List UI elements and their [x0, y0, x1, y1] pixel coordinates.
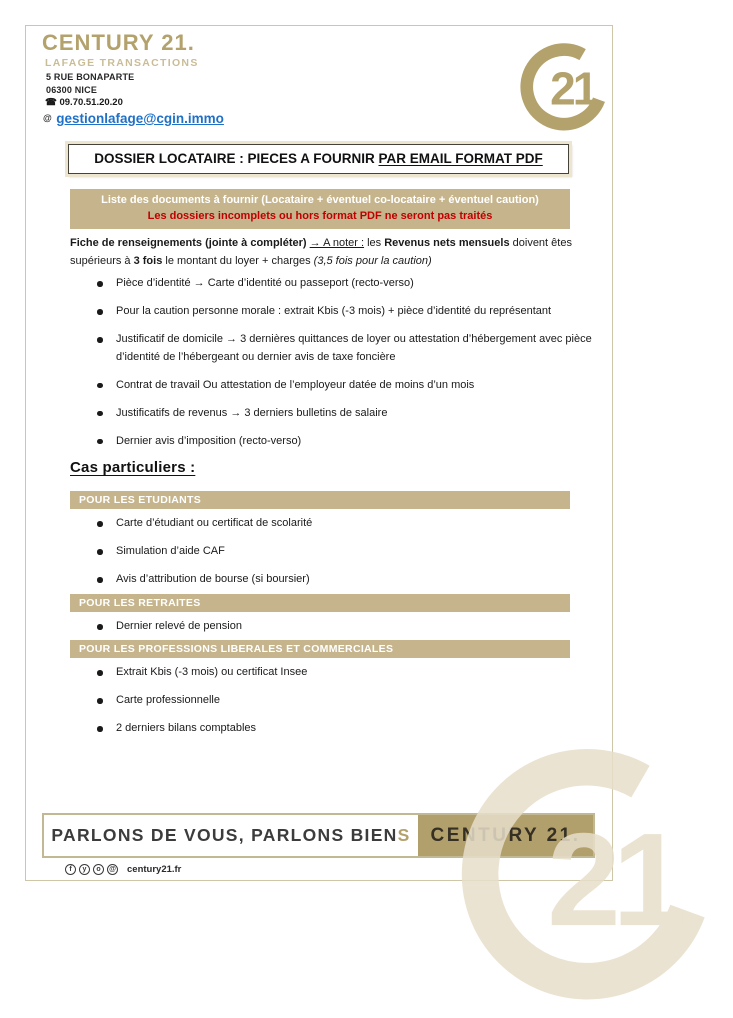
list-item	[70, 571, 595, 589]
section-banner-etudiants: POUR LES ETUDIANTS	[70, 491, 570, 509]
watermark-seal-number: 21	[547, 806, 678, 955]
intro-segment: Fiche de renseignements (jointe à compléter)	[70, 237, 310, 249]
bullet-icon	[97, 521, 103, 527]
page-border	[25, 25, 678, 955]
intro-paragraph	[70, 234, 580, 270]
list-item	[70, 377, 595, 395]
century21-wordmark: CENTURY 21.	[42, 30, 195, 55]
bullet-icon	[97, 726, 103, 732]
section-banner-retraites: POUR LES RETRAITES	[70, 594, 570, 612]
intro-segment: les	[364, 237, 385, 249]
list-item-text: Justificatifs de revenus → 3 derniers bulletins de salaire	[116, 406, 388, 419]
phone-icon: ☎	[45, 97, 57, 108]
bullet-icon	[97, 281, 103, 287]
intro-segment: doivent êtes supérieurs à	[70, 237, 572, 267]
list-item	[70, 405, 595, 423]
list-item-text: Pour la caution personne morale : extrait Kbis (-3 mois) + pièce d’identité du représentant	[116, 305, 552, 317]
bullet-icon	[97, 383, 103, 389]
bullet-icon	[97, 698, 103, 704]
intro-segment: → A noter :	[309, 237, 365, 249]
social-row	[65, 864, 181, 875]
list-item-text: Pièce d’identité → Carte d’identité ou passeport (recto-verso)	[116, 277, 414, 289]
website-link[interactable]: century21.fr	[127, 864, 182, 875]
footer-brand-block: CENTURY 21.	[418, 815, 593, 856]
bullet-icon	[97, 670, 103, 676]
intro-segment: le montant du loyer + charges	[162, 255, 314, 267]
notice-line-1: Liste des documents à fournir (Locataire + éventuel co-locataire + éventuel caution)	[101, 194, 539, 206]
professions-list	[70, 664, 595, 748]
bullet-icon	[97, 549, 103, 555]
bullet-icon	[97, 577, 103, 583]
bullet-icon	[97, 337, 103, 343]
special-cases-heading: Cas particuliers :	[70, 459, 196, 476]
bullet-icon	[97, 411, 103, 417]
list-item-text: Contrat de travail Ou attestation de l’employeur datée de moins d’un mois	[116, 378, 475, 391]
address-line-1: 5 RUE BONAPARTE	[46, 72, 135, 82]
footer-slogan	[44, 815, 418, 856]
bullet-icon	[97, 439, 103, 445]
title-underlined-text: PAR EMAIL FORMAT PDF	[378, 151, 543, 166]
at-social-icon[interactable]: @	[107, 864, 118, 875]
intro-segment: (3,5 fois pour la caution)	[313, 255, 432, 267]
section-banner-professions: POUR LES PROFESSIONS LIBERALES ET COMMERCIALES	[70, 640, 570, 658]
document-title	[68, 144, 569, 174]
students-list	[70, 515, 595, 599]
list-item-text: Dernier avis d’imposition (recto-verso)	[116, 434, 302, 447]
list-item	[70, 692, 595, 710]
list-item-text: Carte d’étudiant ou certificat de scolarité	[116, 517, 313, 529]
slogan-text: PARLONS DE VOUS, PARLONS BIEN	[51, 825, 398, 845]
slogan-accent-letter: S	[397, 825, 411, 845]
email-link[interactable]: gestionlafage@cgin.immo	[56, 111, 224, 126]
title-text: DOSSIER LOCATAIRE : PIECES A FOURNIR	[94, 151, 379, 166]
list-item-text: Simulation d’aide CAF	[116, 545, 225, 557]
bullet-icon	[97, 309, 103, 315]
facebook-icon[interactable]: f	[65, 864, 76, 875]
documents-list	[70, 275, 595, 461]
address-line-2: 06300 NICE	[46, 85, 98, 95]
list-item	[70, 720, 595, 738]
list-item	[70, 664, 595, 682]
list-item-text: Dernier relevé de pension	[116, 620, 242, 632]
list-item-text: Carte professionnelle	[116, 694, 220, 706]
list-item	[70, 433, 595, 451]
list-item	[70, 543, 595, 561]
century21-seal-logo	[515, 31, 613, 137]
email-line	[43, 110, 224, 128]
twitter-icon[interactable]: y	[79, 864, 90, 875]
bullet-icon	[97, 624, 103, 630]
footer-banner	[42, 813, 595, 858]
list-item	[70, 275, 595, 293]
notice-line-2: Les dossiers incomplets ou hors format PDF ne seront pas traités	[147, 209, 493, 222]
notice-banner	[70, 189, 570, 229]
phone-line	[45, 97, 123, 108]
seal-number: 21	[550, 62, 596, 115]
intro-segment: 3 fois	[133, 255, 163, 267]
list-item	[70, 331, 595, 366]
list-item-text: Justificatif de domicile → 3 dernières quittances de loyer ou attestation d’hébergement avec pièce d’identité de l’hébergeant ou dernier avis de taxe foncière	[116, 333, 592, 363]
watermark-seal-icon	[441, 714, 733, 1018]
list-item-text: 2 derniers bilans comptables	[116, 722, 257, 734]
phone-number: 09.70.51.20.20	[59, 97, 123, 108]
list-item	[70, 618, 595, 636]
list-item	[70, 515, 595, 533]
agency-name: LAFAGE TRANSACTIONS	[45, 57, 199, 69]
list-item-text: Avis d’attribution de bourse (si boursier)	[116, 573, 310, 585]
list-item	[70, 303, 595, 321]
intro-segment: Revenus nets mensuels	[384, 237, 510, 249]
instagram-icon[interactable]: o	[93, 864, 104, 875]
at-icon: @	[43, 113, 52, 123]
list-item-text: Extrait Kbis (-3 mois) ou certificat Insee	[116, 666, 308, 678]
